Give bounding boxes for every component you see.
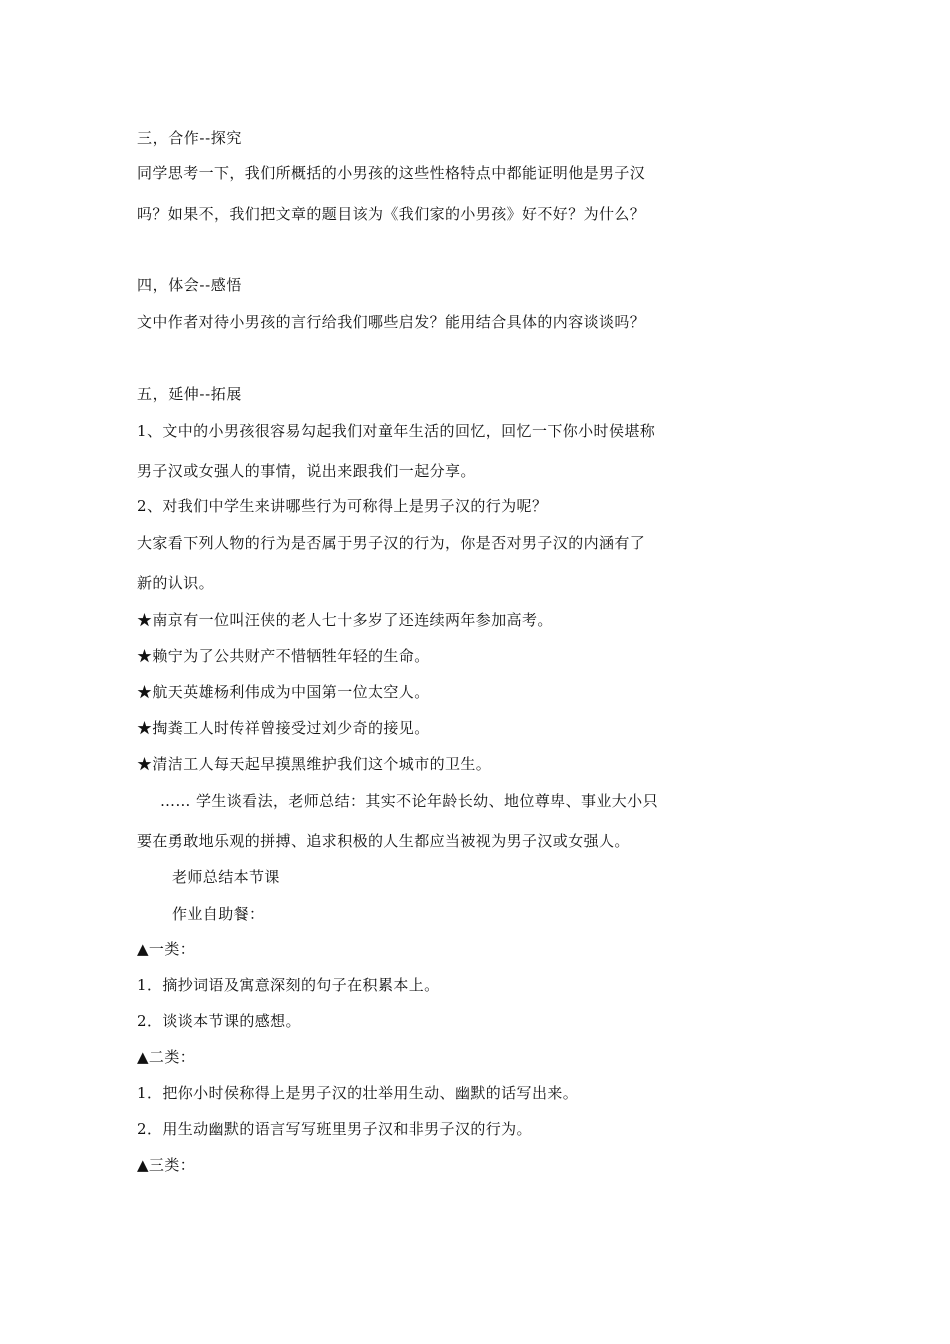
- homework-category3-title: ▲三类：: [137, 1156, 196, 1174]
- section5-heading: 五，延伸--拓展: [137, 385, 242, 403]
- homework-item: 1．把你小时侯称得上是男子汉的壮举用生动、幽默的话写出来。: [137, 1084, 579, 1102]
- question1-line1: 1、文中的小男孩很容易勾起我们对童年生活的回忆，回忆一下你小时侯堪称: [137, 422, 656, 440]
- section4-heading: 四，体会--感悟: [137, 276, 242, 294]
- section3-paragraph-line2: 吗？如果不，我们把文章的题目该为《我们家的小男孩》好不好？为什么？: [137, 205, 646, 223]
- section4-paragraph: 文中作者对待小男孩的言行给我们哪些启发？能用结合具体的内容谈谈吗？: [137, 313, 646, 331]
- homework-item: 2．谈谈本节课的感想。: [137, 1012, 301, 1030]
- homework-category2-title: ▲二类：: [137, 1048, 196, 1066]
- list-item: ★清洁工人每天起早摸黑维护我们这个城市的卫生。: [137, 755, 492, 773]
- teacher-summary: 老师总结本节课: [172, 868, 280, 886]
- question2: 2、对我们中学生来讲哪些行为可称得上是男子汉的行为呢？: [137, 497, 548, 515]
- question1-line2: 男子汉或女强人的事情，说出来跟我们一起分享。: [137, 462, 476, 480]
- section3-heading: 三，合作--探究: [137, 129, 242, 147]
- summary-line2: 要在勇敢地乐观的拼搏、追求积极的人生都应当被视为男子汉或女强人。: [137, 832, 630, 850]
- list-item: ★赖宁为了公共财产不惜牺牲年轻的生命。: [137, 647, 430, 665]
- homework-item: 1．摘抄词语及寓意深刻的句子在积累本上。: [137, 976, 440, 994]
- list-item: ★掏粪工人时传祥曾接受过刘少奇的接见。: [137, 719, 430, 737]
- section3-paragraph-line1: 同学思考一下，我们所概括的小男孩的这些性格特点中都能证明他是男子汉: [137, 164, 646, 182]
- intro-line1: 大家看下列人物的行为是否属于男子汉的行为，你是否对男子汉的内涵有了: [137, 534, 646, 552]
- summary-line1: …… 学生谈看法，老师总结：其实不论年龄长幼、地位尊卑、事业大小只: [160, 792, 658, 810]
- homework-item: 2．用生动幽默的语言写写班里男子汉和非男子汉的行为。: [137, 1120, 532, 1138]
- homework-category1-title: ▲一类：: [137, 940, 196, 958]
- list-item: ★南京有一位叫汪侠的老人七十多岁了还连续两年参加高考。: [137, 611, 553, 629]
- homework-title: 作业自助餐：: [172, 905, 265, 923]
- list-item: ★航天英雄杨利伟成为中国第一位太空人。: [137, 683, 430, 701]
- intro-line2: 新的认识。: [137, 574, 215, 592]
